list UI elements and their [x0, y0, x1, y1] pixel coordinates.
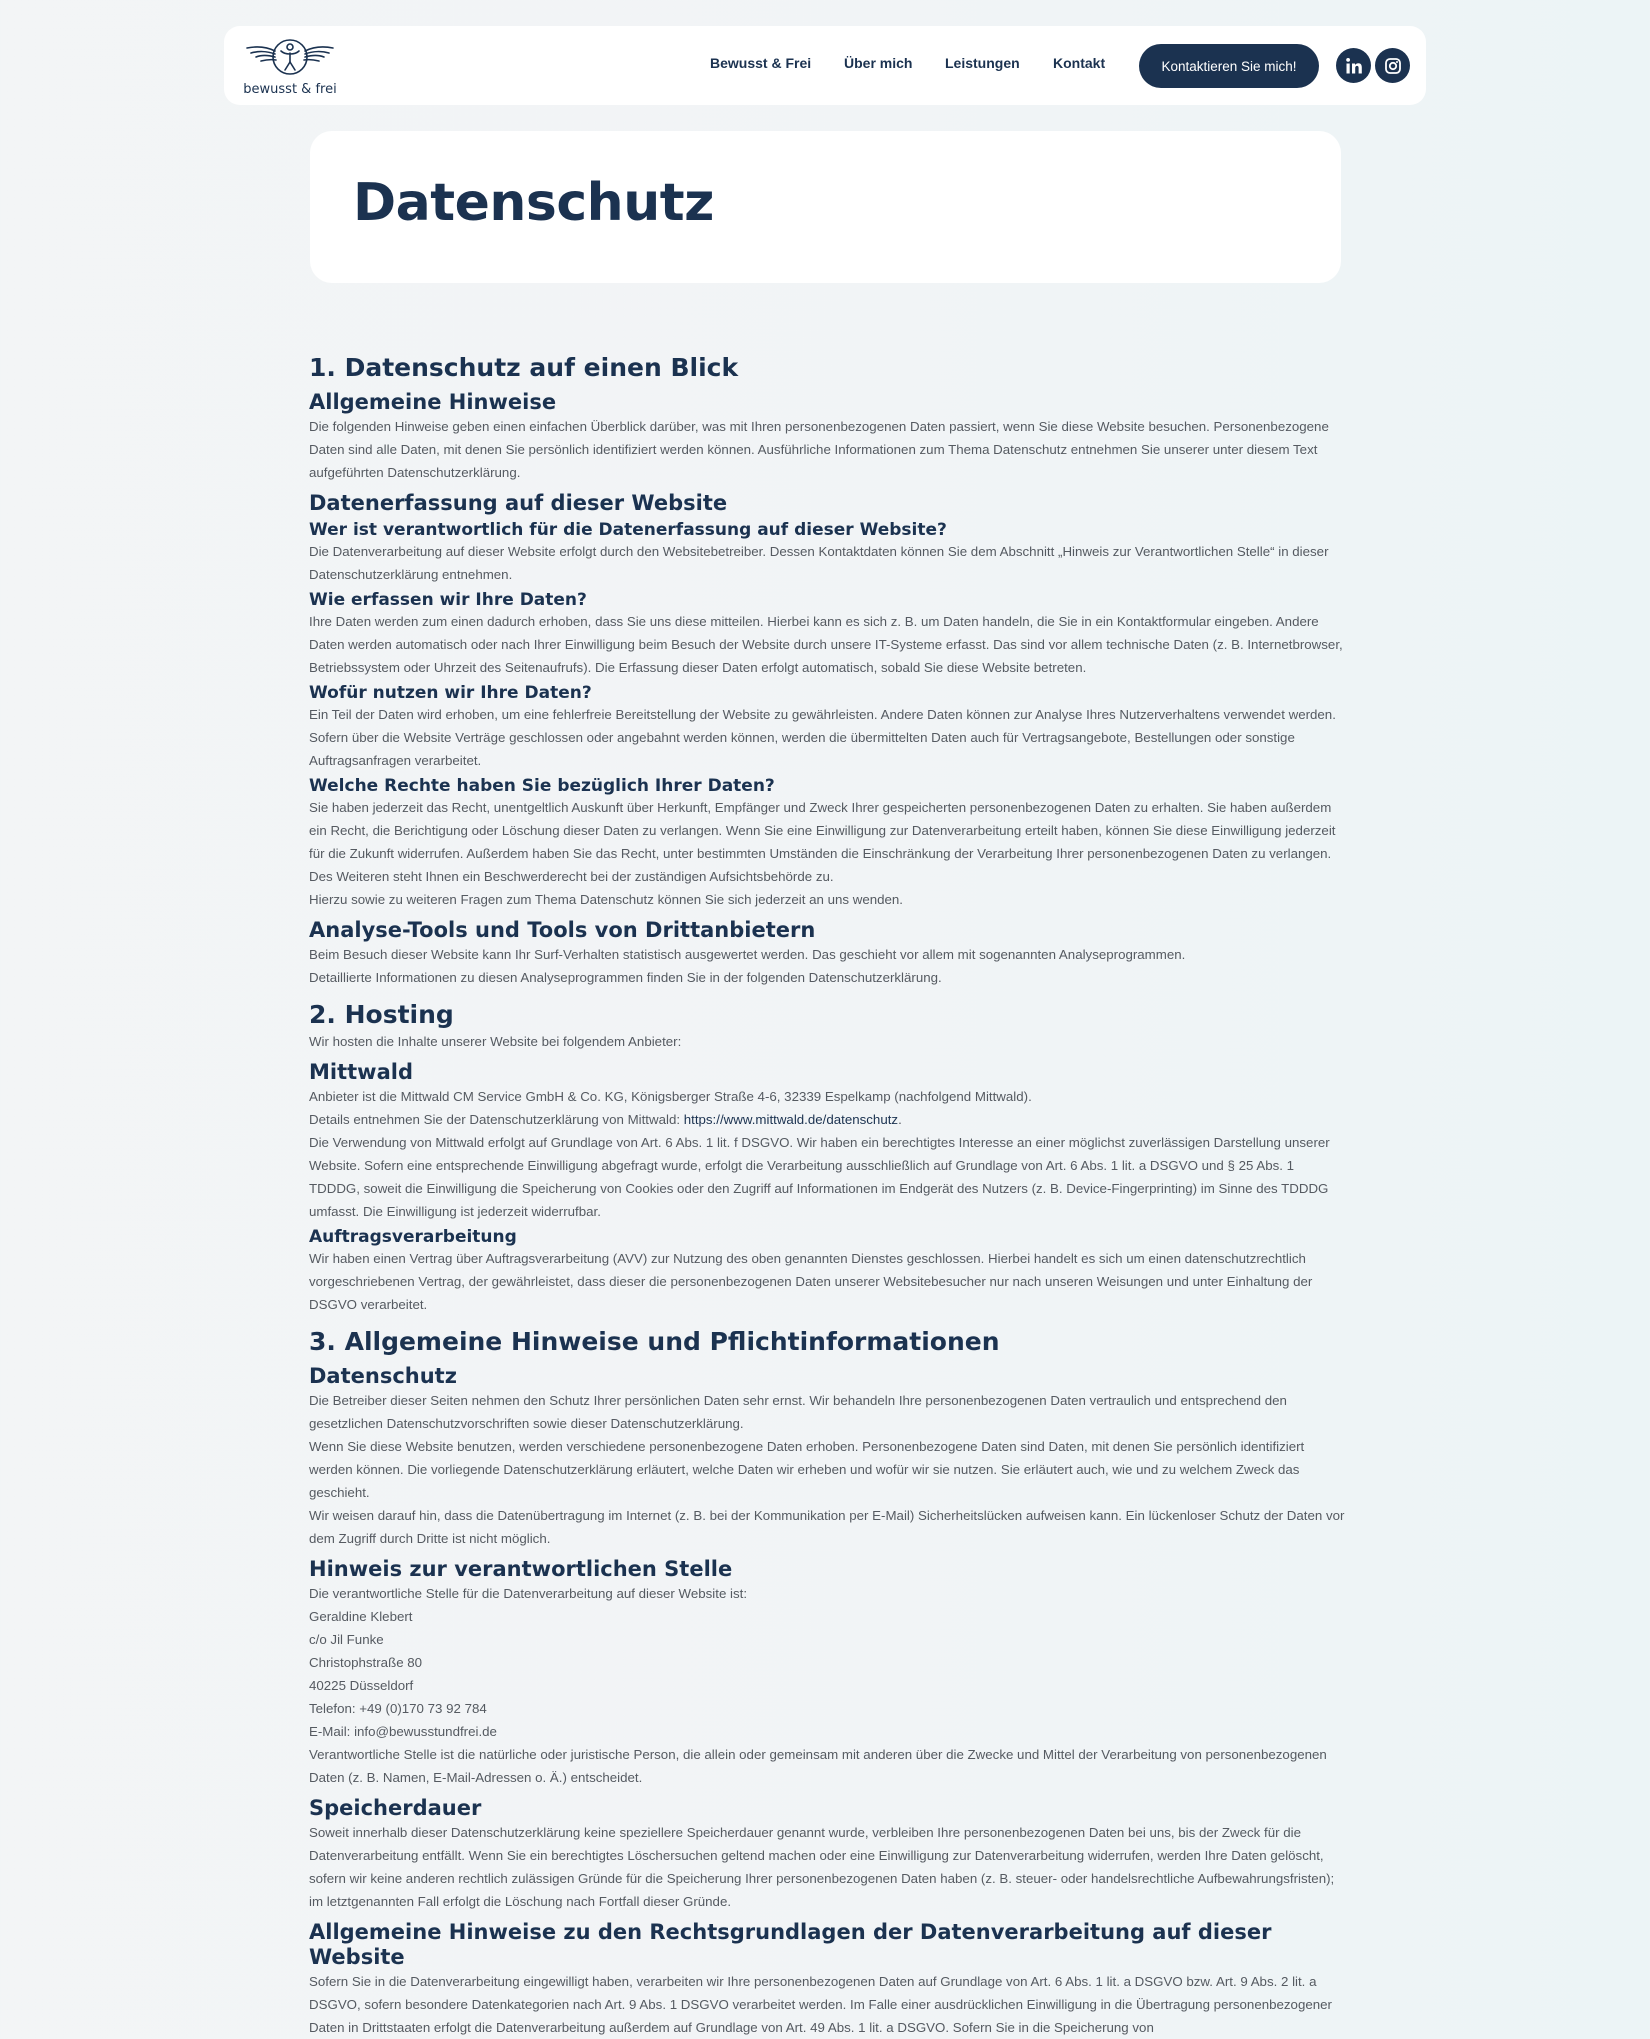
paragraph: E-Mail: info@bewusstundfrei.de [309, 1724, 497, 1739]
paragraph: Soweit innerhalb dieser Datenschutzerklärung keine speziellere Speicherdauer genannt wurde, verbleiben Ihre personenbezogenen Daten bei uns, bis der Zweck für die Datenverarbeitung entfällt. Wenn Sie ein berechtigtes Löschersuchen geltend machen oder eine Einwilligung zur Datenverarbeitung widerrufen, werden Ihre Daten gelöscht, sofern wir keine anderen rechtlich zulässigen Gründe für die Speicherung Ihrer personenbezogenen Daten haben (z. B. steuer- oder handelsrechtliche Aufbewahrungsfristen); im letztgenannten Fall erfolgt die Löschung nach Fortfall dieser Gründe. [309, 1825, 1335, 1909]
logo-text: bewusst & frei [243, 82, 337, 97]
paragraph: Die Verwendung von Mittwald erfolgt auf Grundlage von Art. 6 Abs. 1 lit. f DSGVO. Wir haben ein berechtigtes Interesse an einer möglichst zuverlässigen Darstellung unserer Website. Sofern eine entsprechende Einwilligung abgefragt wurde, erfolgt die Verarbeitung ausschließlich auf Grundlage von Art. 6 Abs. 1 lit. a DSGVO und § 25 Abs. 1 TDDDG, soweit die Einwilligung die Speicherung von Cookies oder den Zugriff auf Informationen im Endgerät des Nutzers (z. B. Device-Fingerprinting) im Sinne des TDDDG umfasst. Die Einwilligung ist jederzeit widerrufbar. [309, 1135, 1330, 1219]
instagram-button[interactable] [1375, 48, 1410, 83]
paragraph: Telefon: +49 (0)170 73 92 784 [309, 1701, 487, 1716]
paragraph: Die folgenden Hinweise geben einen einfachen Überblick darüber, was mit Ihren personenbezogenen Daten passiert, wenn Sie diese Website besuchen. Personenbezogene Daten sind alle Daten, mit denen Sie persönlich identifiziert werden können. Ausführliche Informationen zum Thema Datenschutz entnehmen Sie unserer unter diesem Text aufgeführten Datenschutzerklärung. [309, 419, 1329, 480]
subsection-heading: Datenschutz [309, 1364, 457, 1388]
linkedin-icon [1345, 57, 1363, 75]
section-heading: 3. Allgemeine Hinweise und Pflichtinformationen [309, 1327, 1000, 1356]
nav-bewusst-frei[interactable]: Bewusst & Frei [710, 55, 812, 71]
paragraph: Ihre Daten werden zum einen dadurch erhoben, dass Sie uns diese mitteilen. Hierbei kann es sich z. B. um Daten handeln, die Sie in ein Kontaktformular eingeben. Andere Daten werden automatisch oder nach Ihrer Einwilligung beim Besuch der Website durch unsere IT-Systeme erfasst. Das sind vor allem technische Daten (z. B. Internetbrowser, Betriebssystem oder Uhrzeit des Seitenaufrufs). Die Erfassung dieser Daten erfolgt automatisch, sobald Sie diese Website betreten. [309, 614, 1343, 675]
paragraph: Die verantwortliche Stelle für die Datenverarbeitung auf dieser Website ist: [309, 1586, 748, 1601]
paragraph: Verantwortliche Stelle ist die natürliche oder juristische Person, die allein oder gemeinsam mit anderen über die Zwecke und Mittel der Verarbeitung von personenbezogenen Daten (z. B. Namen, E-Mail-Adressen o. Ä.) entscheidet. [309, 1747, 1327, 1785]
paragraph: Wenn Sie diese Website benutzen, werden verschiedene personenbezogene Daten erhoben. Personenbezogene Daten sind Daten, mit denen Sie persönlich identifiziert werden können. Die vorliegende Datenschutzerklärung erläutert, welche Daten wir erheben und wofür wir sie nutzen. Sie erläutert auch, wie und zu welchem Zweck das geschieht. [309, 1439, 1305, 1500]
section-heading: 2. Hosting [309, 1000, 454, 1029]
instagram-icon [1384, 57, 1402, 75]
paragraph: Wir weisen darauf hin, dass die Datenübertragung im Internet (z. B. bei der Kommunikation per E-Mail) Sicherheitslücken aufweisen kann. Ein lückenloser Schutz der Daten vor dem Zugriff durch Dritte ist nicht möglich. [309, 1508, 1345, 1546]
nav-kontakt[interactable]: Kontakt [1053, 55, 1106, 71]
paragraph: Geraldine Klebert [309, 1609, 413, 1624]
privacy-policy-content [309, 353, 1345, 2039]
section-heading: 1. Datenschutz auf einen Blick [309, 353, 739, 382]
subsection-heading: Allgemeine Hinweise [309, 390, 557, 414]
minor-heading: Wer ist verantwortlich für die Datenerfassung auf dieser Website? [309, 520, 947, 540]
minor-heading: Wie erfassen wir Ihre Daten? [309, 590, 587, 610]
paragraph: Hierzu sowie zu weiteren Fragen zum Thema Datenschutz können Sie sich jederzeit an uns wenden. [309, 892, 903, 907]
mittwald-privacy-link[interactable]: https://www.mittwald.de/datenschutz [683, 1112, 899, 1127]
subsection-heading: Datenerfassung auf dieser Website [309, 491, 728, 515]
paragraph: Detaillierte Informationen zu diesen Analyseprogrammen finden Sie in der folgenden Datenschutzerklärung. [309, 970, 942, 985]
site-header [224, 26, 1426, 105]
minor-heading: Auftragsverarbeitung [309, 1227, 517, 1247]
paragraph: Sofern Sie in die Datenverarbeitung eingewilligt haben, verarbeiten wir Ihre personenbezogenen Daten auf Grundlage von Art. 6 Abs. 1 lit. a DSGVO bzw. Art. 9 Abs. 2 lit. a DSGVO, sofern besondere Datenkategorien nach Art. 9 Abs. 1 DSGVO verarbeitet werden. Im Falle einer ausdrücklichen Einwilligung in die Übertragung personenbezogener Daten in Drittstaaten erfolgt die Datenverarbeitung außerdem auf Grundlage von Art. 49 Abs. 1 lit. a DSGVO. Sofern Sie in die Speicherung von [309, 1974, 1332, 2035]
subsection-heading: Analyse-Tools und Tools von Drittanbietern [309, 918, 816, 942]
page-title: Datenschutz [353, 173, 714, 233]
paragraph: Beim Besuch dieser Website kann Ihr Surf-Verhalten statistisch ausgewertet werden. Das geschieht vor allem mit sogenannten Analyseprogrammen. [309, 947, 1186, 962]
paragraph: Wir haben einen Vertrag über Auftragsverarbeitung (AVV) zur Nutzung des oben genannten Dienstes geschlossen. Hierbei handelt es sich um einen datenschutzrechtlich vorgeschriebenen Vertrag, der gewährleistet, dass dieser die personenbezogenen Daten unserer Websitebesucher nur nach unseren Weisungen und unter Einhaltung der DSGVO verarbeitet. [309, 1251, 1313, 1312]
nav-leistungen[interactable]: Leistungen [945, 55, 1020, 71]
minor-heading: Wofür nutzen wir Ihre Daten? [309, 683, 592, 703]
page-title-card [310, 131, 1341, 283]
paragraph: Christophstraße 80 [309, 1655, 423, 1670]
linkedin-button[interactable] [1336, 48, 1371, 83]
paragraph: Anbieter ist die Mittwald CM Service GmbH & Co. KG, Königsberger Straße 4-6, 32339 Espelkamp (nachfolgend Mittwald). [309, 1089, 1032, 1104]
logo-emblem-icon [245, 35, 335, 81]
subsection-heading: Mittwald [309, 1060, 413, 1084]
subsection-heading: Allgemeine Hinweise zu den Rechtsgrundlagen der Datenverarbeitung auf dieser Website [309, 1920, 1272, 1969]
subsection-heading: Hinweis zur verantwortlichen Stelle [309, 1557, 733, 1581]
contact-cta-button[interactable]: Kontaktieren Sie mich! [1139, 44, 1319, 88]
nav-ueber-mich[interactable]: Über mich [844, 55, 913, 71]
logo[interactable] [242, 35, 338, 99]
paragraph: Sie haben jederzeit das Recht, unentgeltlich Auskunft über Herkunft, Empfänger und Zweck Ihrer gespeicherten personenbezogenen Daten zu erhalten. Sie haben außerdem ein Recht, die Berichtigung oder Löschung dieser Daten zu verlangen. Wenn Sie eine Einwilligung zur Datenverarbeitung erteilt haben, können Sie diese Einwilligung jederzeit für die Zukunft widerrufen. Außerdem haben Sie das Recht, unter bestimmten Umständen die Einschränkung der Verarbeitung Ihrer personenbezogenen Daten zu verlangen. Des Weiteren steht Ihnen ein Beschwerderecht bei der zuständigen Aufsichtsbehörde zu. [309, 800, 1336, 884]
paragraph: Ein Teil der Daten wird erhoben, um eine fehlerfreie Bereitstellung der Website zu gewährleisten. Andere Daten können zur Analyse Ihres Nutzerverhaltens verwendet werden. Sofern über die Website Verträge geschlossen oder angebahnt werden können, werden die übermittelten Daten auch für Vertragsangebote, Bestellungen oder sonstige Auftragsanfragen verarbeitet. [309, 707, 1336, 768]
paragraph: Die Betreiber dieser Seiten nehmen den Schutz Ihrer persönlichen Daten sehr ernst. Wir behandeln Ihre personenbezogenen Daten vertraulich und entsprechend den gesetzlichen Datenschutzvorschriften sowie dieser Datenschutzerklärung. [309, 1393, 1287, 1431]
paragraph: Details entnehmen Sie der Datenschutzerklärung von Mittwald: https://www.mittwald.de/datenschutz. [309, 1112, 902, 1127]
paragraph: 40225 Düsseldorf [309, 1678, 414, 1693]
minor-heading: Welche Rechte haben Sie bezüglich Ihrer Daten? [309, 776, 775, 796]
paragraph: c/o Jil Funke [309, 1632, 384, 1647]
paragraph: Die Datenverarbeitung auf dieser Website erfolgt durch den Websitebetreiber. Dessen Kontaktdaten können Sie dem Abschnitt „Hinweis zur Verantwortlichen Stelle“ in dieser Datenschutzerklärung entnehmen. [309, 544, 1329, 582]
paragraph: Wir hosten die Inhalte unserer Website bei folgendem Anbieter: [309, 1034, 682, 1049]
subsection-heading: Speicherdauer [309, 1796, 482, 1820]
